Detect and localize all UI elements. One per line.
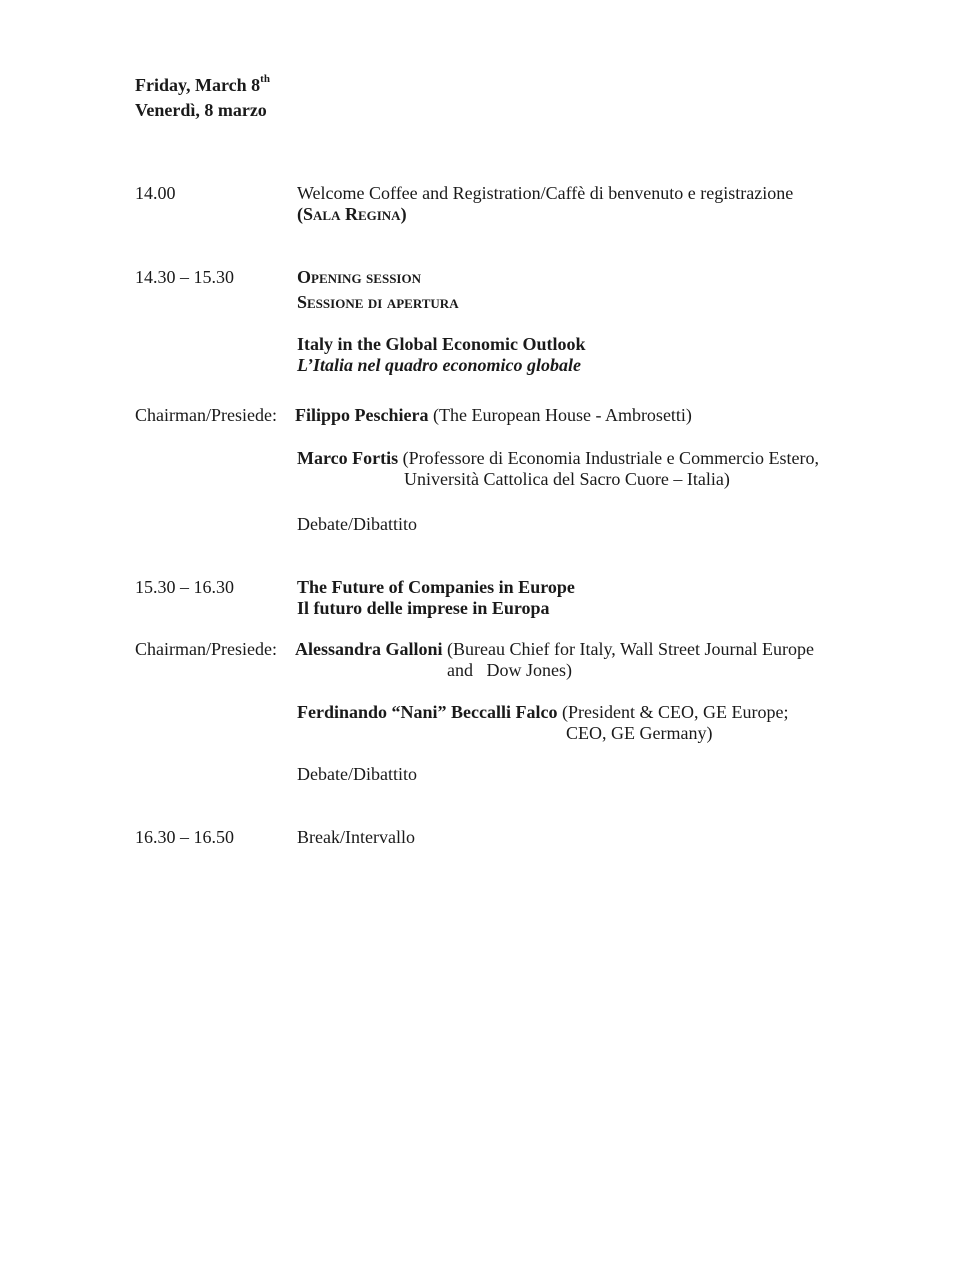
opening-debate: Debate/Dibattito [297,514,417,534]
break-time: 16.30 – 16.50 [135,827,234,847]
opening-time: 14.30 – 15.30 [135,267,234,287]
companies-debate: Debate/Dibattito [297,764,417,784]
companies-speaker-name: Ferdinando “Nani” Beccalli Falco [297,702,558,722]
welcome-time: 14.00 [135,183,176,203]
companies-topic-it: Il futuro delle imprese in Europa [297,598,550,618]
companies-chair-label: Chairman/Presiede: [135,639,277,659]
opening-speaker [297,448,819,469]
companies-time: 15.30 – 16.30 [135,577,234,597]
break-title: Break/Intervallo [297,827,415,847]
companies-chair-affiliation-2: and Dow Jones) [447,660,572,680]
welcome-title: Welcome Coffee and Registration/Caffè di benvenuto e registrazione [297,183,794,203]
companies-chair [295,639,814,660]
date-english-suffix: th [260,73,270,85]
opening-speaker-name: Marco Fortis [297,448,399,468]
companies-chair-name: Alessandra Galloni [295,639,443,659]
opening-speaker-affiliation-2: Università Cattolica del Sacro Cuore – Italia) [404,469,730,489]
opening-speaker-affiliation-1: (Professore di Economia Industriale e Commercio Estero, [402,448,820,468]
opening-session-en: Opening session [297,267,421,287]
opening-topic-it: L’Italia nel quadro economico globale [297,355,581,375]
opening-topic-en: Italy in the Global Economic Outlook [297,334,586,354]
opening-chair-affiliation: (The European House - Ambrosetti) [433,405,692,425]
companies-speaker-affiliation-2: CEO, GE Germany) [566,723,713,743]
companies-topic-en: The Future of Companies in Europe [297,577,575,597]
companies-speaker-affiliation-1: (President & CEO, GE Europe; [562,702,789,722]
date-english [135,75,270,96]
opening-session-it: Sessione di apertura [297,292,459,312]
opening-chair-label: Chairman/Presiede: [135,405,277,425]
companies-speaker [297,702,788,723]
welcome-location: (Sala Regina) [297,204,407,224]
date-english-text: Friday, March 8 [135,75,261,95]
opening-chair-name: Filippo Peschiera [295,405,429,425]
companies-chair-affiliation-1: (Bureau Chief for Italy, Wall Street Journal Europe [447,639,814,659]
opening-chair [295,405,692,426]
date-italian: Venerdì, 8 marzo [135,100,267,120]
